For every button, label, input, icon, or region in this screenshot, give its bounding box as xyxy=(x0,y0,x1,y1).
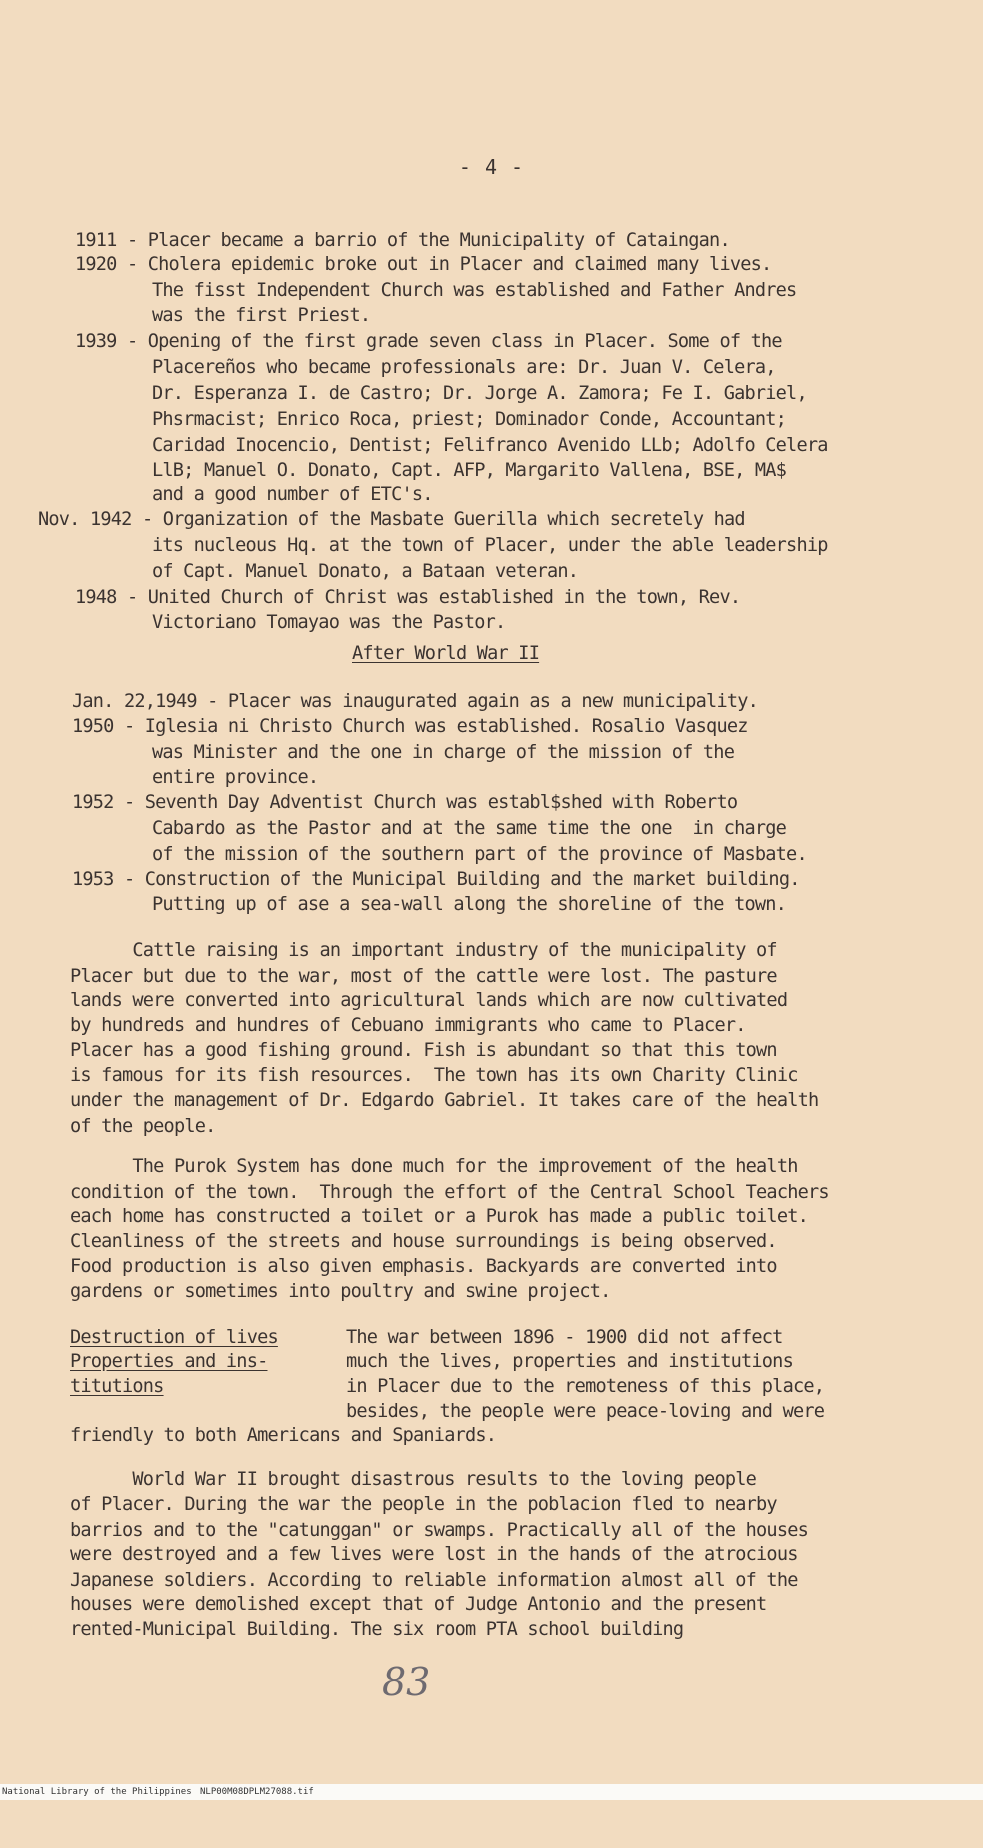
handwritten-page-number: 83 xyxy=(382,1660,431,1704)
section-heading: After World War II xyxy=(352,643,540,664)
paragraph-line: of the people. xyxy=(70,1116,216,1137)
event-line: 1953 - Construction of the Municipal Building and the market building. xyxy=(72,869,800,890)
event-line: was the first Priest. xyxy=(152,305,371,326)
event-line: Dr. Esperanza I. de Castro; Dr. Jorge A. Zamora; Fe I. Gabriel, xyxy=(152,383,807,404)
side-heading-line: Destruction of lives xyxy=(70,1327,278,1348)
event-line: The fisst Independent Church was established and Father Andres xyxy=(152,280,797,301)
event-line: of Capt. Manuel Donato, a Bataan veteran. xyxy=(152,561,579,582)
paragraph-line: in Placer due to the remoteness of this place, xyxy=(346,1376,825,1397)
footer-filename: NLP00M08DPLM27088.tif xyxy=(200,1787,314,1797)
event-line: its nucleous Hq. at the town of Placer, under the able leadership xyxy=(152,535,828,556)
paragraph-line: each home has constructed a toilet or a Purok has made a public toilet. xyxy=(70,1206,809,1227)
event-line: 1911 - Placer became a barrio of the Municipality of Cataingan. xyxy=(75,230,730,251)
archive-footer xyxy=(0,1784,983,1800)
paragraph-line: World War II brought disastrous results to the loving people xyxy=(70,1469,757,1490)
event-line: 1952 - Seventh Day Adventist Church was establ$shed with Roberto xyxy=(72,792,738,813)
event-line: Victoriano Tomayao was the Pastor. xyxy=(152,612,506,633)
event-line: Phsrmacist; Enrico Roca, priest; Dominador Conde, Accountant; xyxy=(152,409,787,430)
paragraph-line: of Placer. During the war the people in the poblacion fled to nearby xyxy=(70,1494,777,1515)
event-line: 1920 - Cholera epidemic broke out in Placer and claimed many lives. xyxy=(75,254,772,275)
paragraph-line: condition of the town. Through the effort of the Central School Teachers xyxy=(70,1182,829,1203)
paragraph-line: barrios and to the "catunggan" or swamps. Practically all of the houses xyxy=(70,1520,809,1541)
paragraph-line: under the management of Dr. Edgardo Gabriel. It takes care of the health xyxy=(70,1090,819,1111)
paragraph-line: is famous for its fish resources. The town has its own Charity Clinic xyxy=(70,1065,798,1086)
event-line: Placereños who became professionals are: Dr. Juan V. Celera, xyxy=(152,357,776,378)
paragraph-line: by hundreds and hundres of Cebuano immigrants who came to Placer. xyxy=(70,1015,746,1036)
event-line: 1950 - Iglesia ni Christo Church was established. Rosalio Vasquez xyxy=(72,716,748,737)
event-line: of the mission of the southern part of the province of Masbate. xyxy=(152,844,807,865)
paragraph-line: besides, the people were peace-loving and were xyxy=(346,1401,825,1422)
event-line: 1939 - Opening of the first grade seven class in Placer. Some of the xyxy=(75,331,782,352)
event-line: Caridad Inocencio, Dentist; Felifranco Avenido LLb; Adolfo Celera xyxy=(152,435,828,456)
paragraph-line: lands were converted into agricultural lands which are now cultivated xyxy=(70,990,788,1011)
page-number: - 4 - xyxy=(458,155,525,179)
event-line: Jan. 22,1949 - Placer was inaugurated again as a new municipality. xyxy=(72,691,759,712)
event-line: 1948 - United Church of Christ was established in the town, Rev. xyxy=(75,587,741,608)
event-line: and a good number of ETC's. xyxy=(152,484,433,505)
event-line: entire province. xyxy=(152,767,319,788)
paragraph-line: The Purok System has done much for the improvement of the health xyxy=(70,1156,798,1177)
paragraph-line: Placer but due to the war, most of the cattle were lost. The pasture xyxy=(70,966,777,987)
side-heading-line: Properties and ins- xyxy=(70,1351,268,1372)
paragraph-line: gardens or sometimes into poultry and swine project. xyxy=(70,1281,611,1302)
side-heading-line: titutions xyxy=(70,1376,164,1397)
event-line: was Minister and the one in charge of the mission of the xyxy=(152,742,735,763)
event-line: Putting up of ase a sea-wall along the shoreline of the town. xyxy=(152,894,787,915)
paragraph-line: friendly to both Americans and Spaniards. xyxy=(70,1425,497,1446)
paragraph-line: Japanese soldiers. According to reliable information almost all of the xyxy=(70,1570,798,1591)
event-line: Cabardo as the Pastor and at the same time the one in charge xyxy=(152,818,787,839)
paragraph-line: were destroyed and a few lives were lost in the hands of the atrocious xyxy=(70,1544,798,1565)
event-line: Nov. 1942 - Organization of the Masbate Guerilla which secretely had xyxy=(38,509,745,530)
paragraph-line: The war between 1896 - 1900 did not affect xyxy=(346,1327,783,1348)
paragraph-line: Food production is also given emphasis. Backyards are converted into xyxy=(70,1256,777,1277)
event-line: LlB; Manuel O. Donato, Capt. AFP, Margarito Vallena, BSE, MA$ xyxy=(152,460,787,481)
paragraph-line: houses were demolished except that of Judge Antonio and the present xyxy=(70,1594,767,1615)
footer-institution: National Library of the Philippines xyxy=(2,1787,192,1797)
paragraph-line: Cleanliness of the streets and house surroundings is being observed. xyxy=(70,1231,777,1252)
paragraph-line: Cattle raising is an important industry of the municipality of xyxy=(70,940,777,961)
paragraph-line: Placer has a good fishing ground. Fish is abundant so that this town xyxy=(70,1040,777,1061)
paragraph-line: rented-Municipal Building. The six room PTA school building xyxy=(70,1619,684,1640)
paragraph-line: much the lives, properties and institutions xyxy=(346,1351,793,1372)
